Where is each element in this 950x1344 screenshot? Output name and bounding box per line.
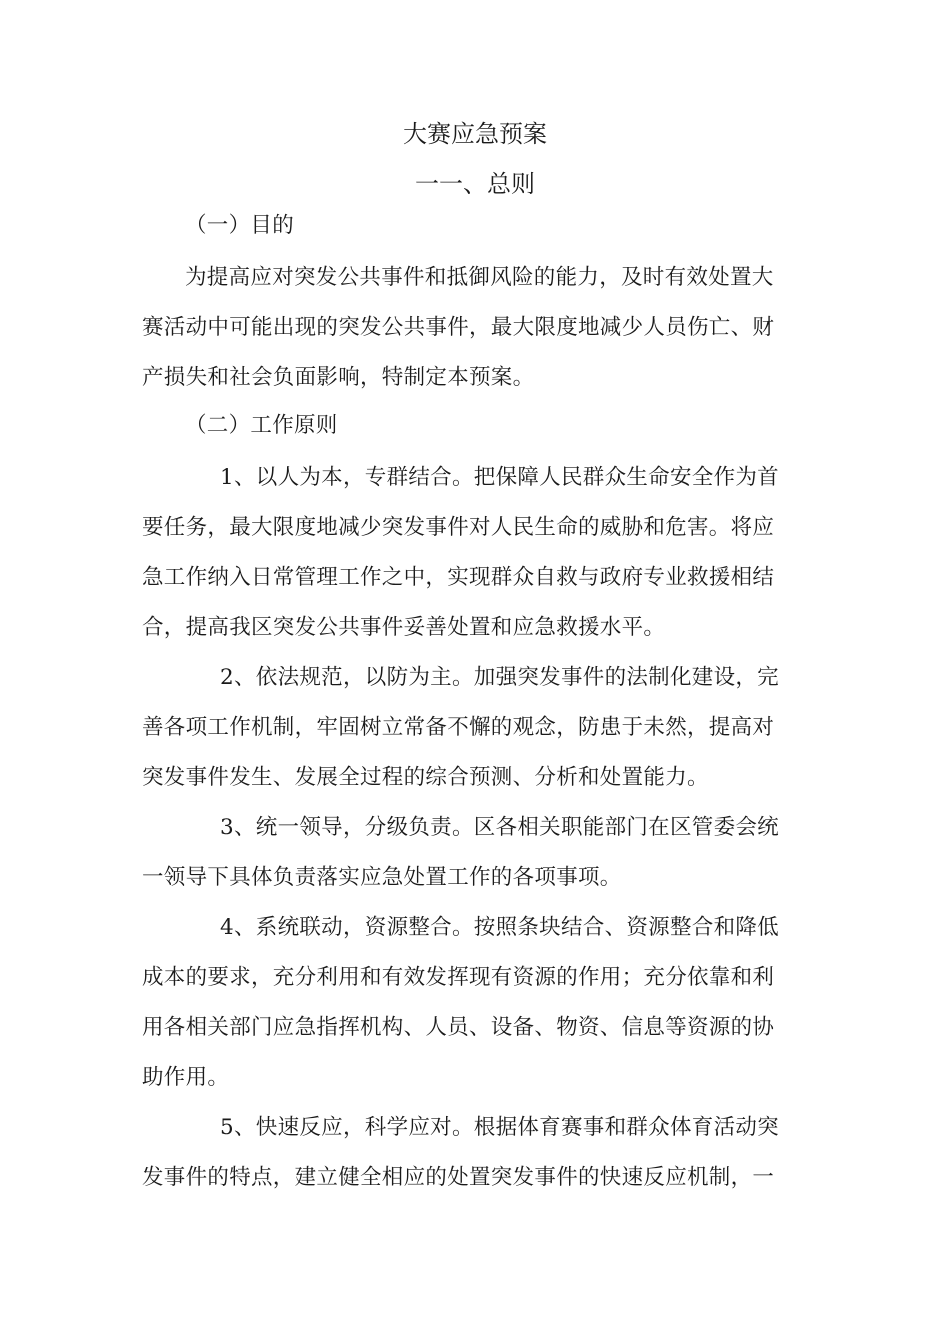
- paragraph-line: 成本的要求，充分利用和有效发挥现有资源的作用；充分依靠和利: [142, 965, 775, 990]
- paragraph-line: 产损失和社会负面影响，特制定本预案。: [142, 365, 535, 390]
- paragraph-line: 3、统一领导，分级负责。区各相关职能部门在区管委会统: [220, 815, 779, 840]
- document-title: 大赛应急预案: [403, 120, 547, 148]
- paragraph-line: 2、依法规范，以防为主。加强突发事件的法制化建设，完: [220, 665, 779, 690]
- paragraph-line: 善各项工作机制，牢固树立常备不懈的观念，防患于未然，提高对: [142, 715, 775, 740]
- paragraph-line: 突发事件发生、发展全过程的综合预测、分析和处置能力。: [142, 765, 709, 790]
- subsection-heading-purpose: （一）目的: [185, 213, 295, 238]
- paragraph-line: 发事件的特点，建立健全相应的处置突发事件的快速反应机制，一: [142, 1165, 775, 1190]
- section-heading: 一一、总则: [415, 170, 535, 198]
- paragraph-line: 助作用。: [142, 1065, 230, 1090]
- paragraph-line: 一领导下具体负责落实应急处置工作的各项事项。: [142, 865, 622, 890]
- paragraph-line: 急工作纳入日常管理工作之中，实现群众自救与政府专业救援相结: [142, 565, 775, 590]
- paragraph-line: 要任务，最大限度地减少突发事件对人民生命的威胁和危害。将应: [142, 515, 775, 540]
- subsection-heading-principles: （二）工作原则: [185, 413, 338, 438]
- paragraph-line: 赛活动中可能出现的突发公共事件，最大限度地减少人员伤亡、财: [142, 315, 775, 340]
- paragraph-line: 合，提高我区突发公共事件妥善处置和应急救援水平。: [142, 615, 666, 640]
- paragraph-line: 4、系统联动，资源整合。按照条块结合、资源整合和降低: [220, 915, 779, 940]
- paragraph-line: 1、以人为本，专群结合。把保障人民群众生命安全作为首: [220, 465, 779, 490]
- paragraph-line: 为提高应对突发公共事件和抵御风险的能力，及时有效处置大: [185, 265, 774, 290]
- paragraph-line: 用各相关部门应急指挥机构、人员、设备、物资、信息等资源的协: [142, 1015, 775, 1040]
- paragraph-line: 5、快速反应，科学应对。根据体育赛事和群众体育活动突: [220, 1115, 779, 1140]
